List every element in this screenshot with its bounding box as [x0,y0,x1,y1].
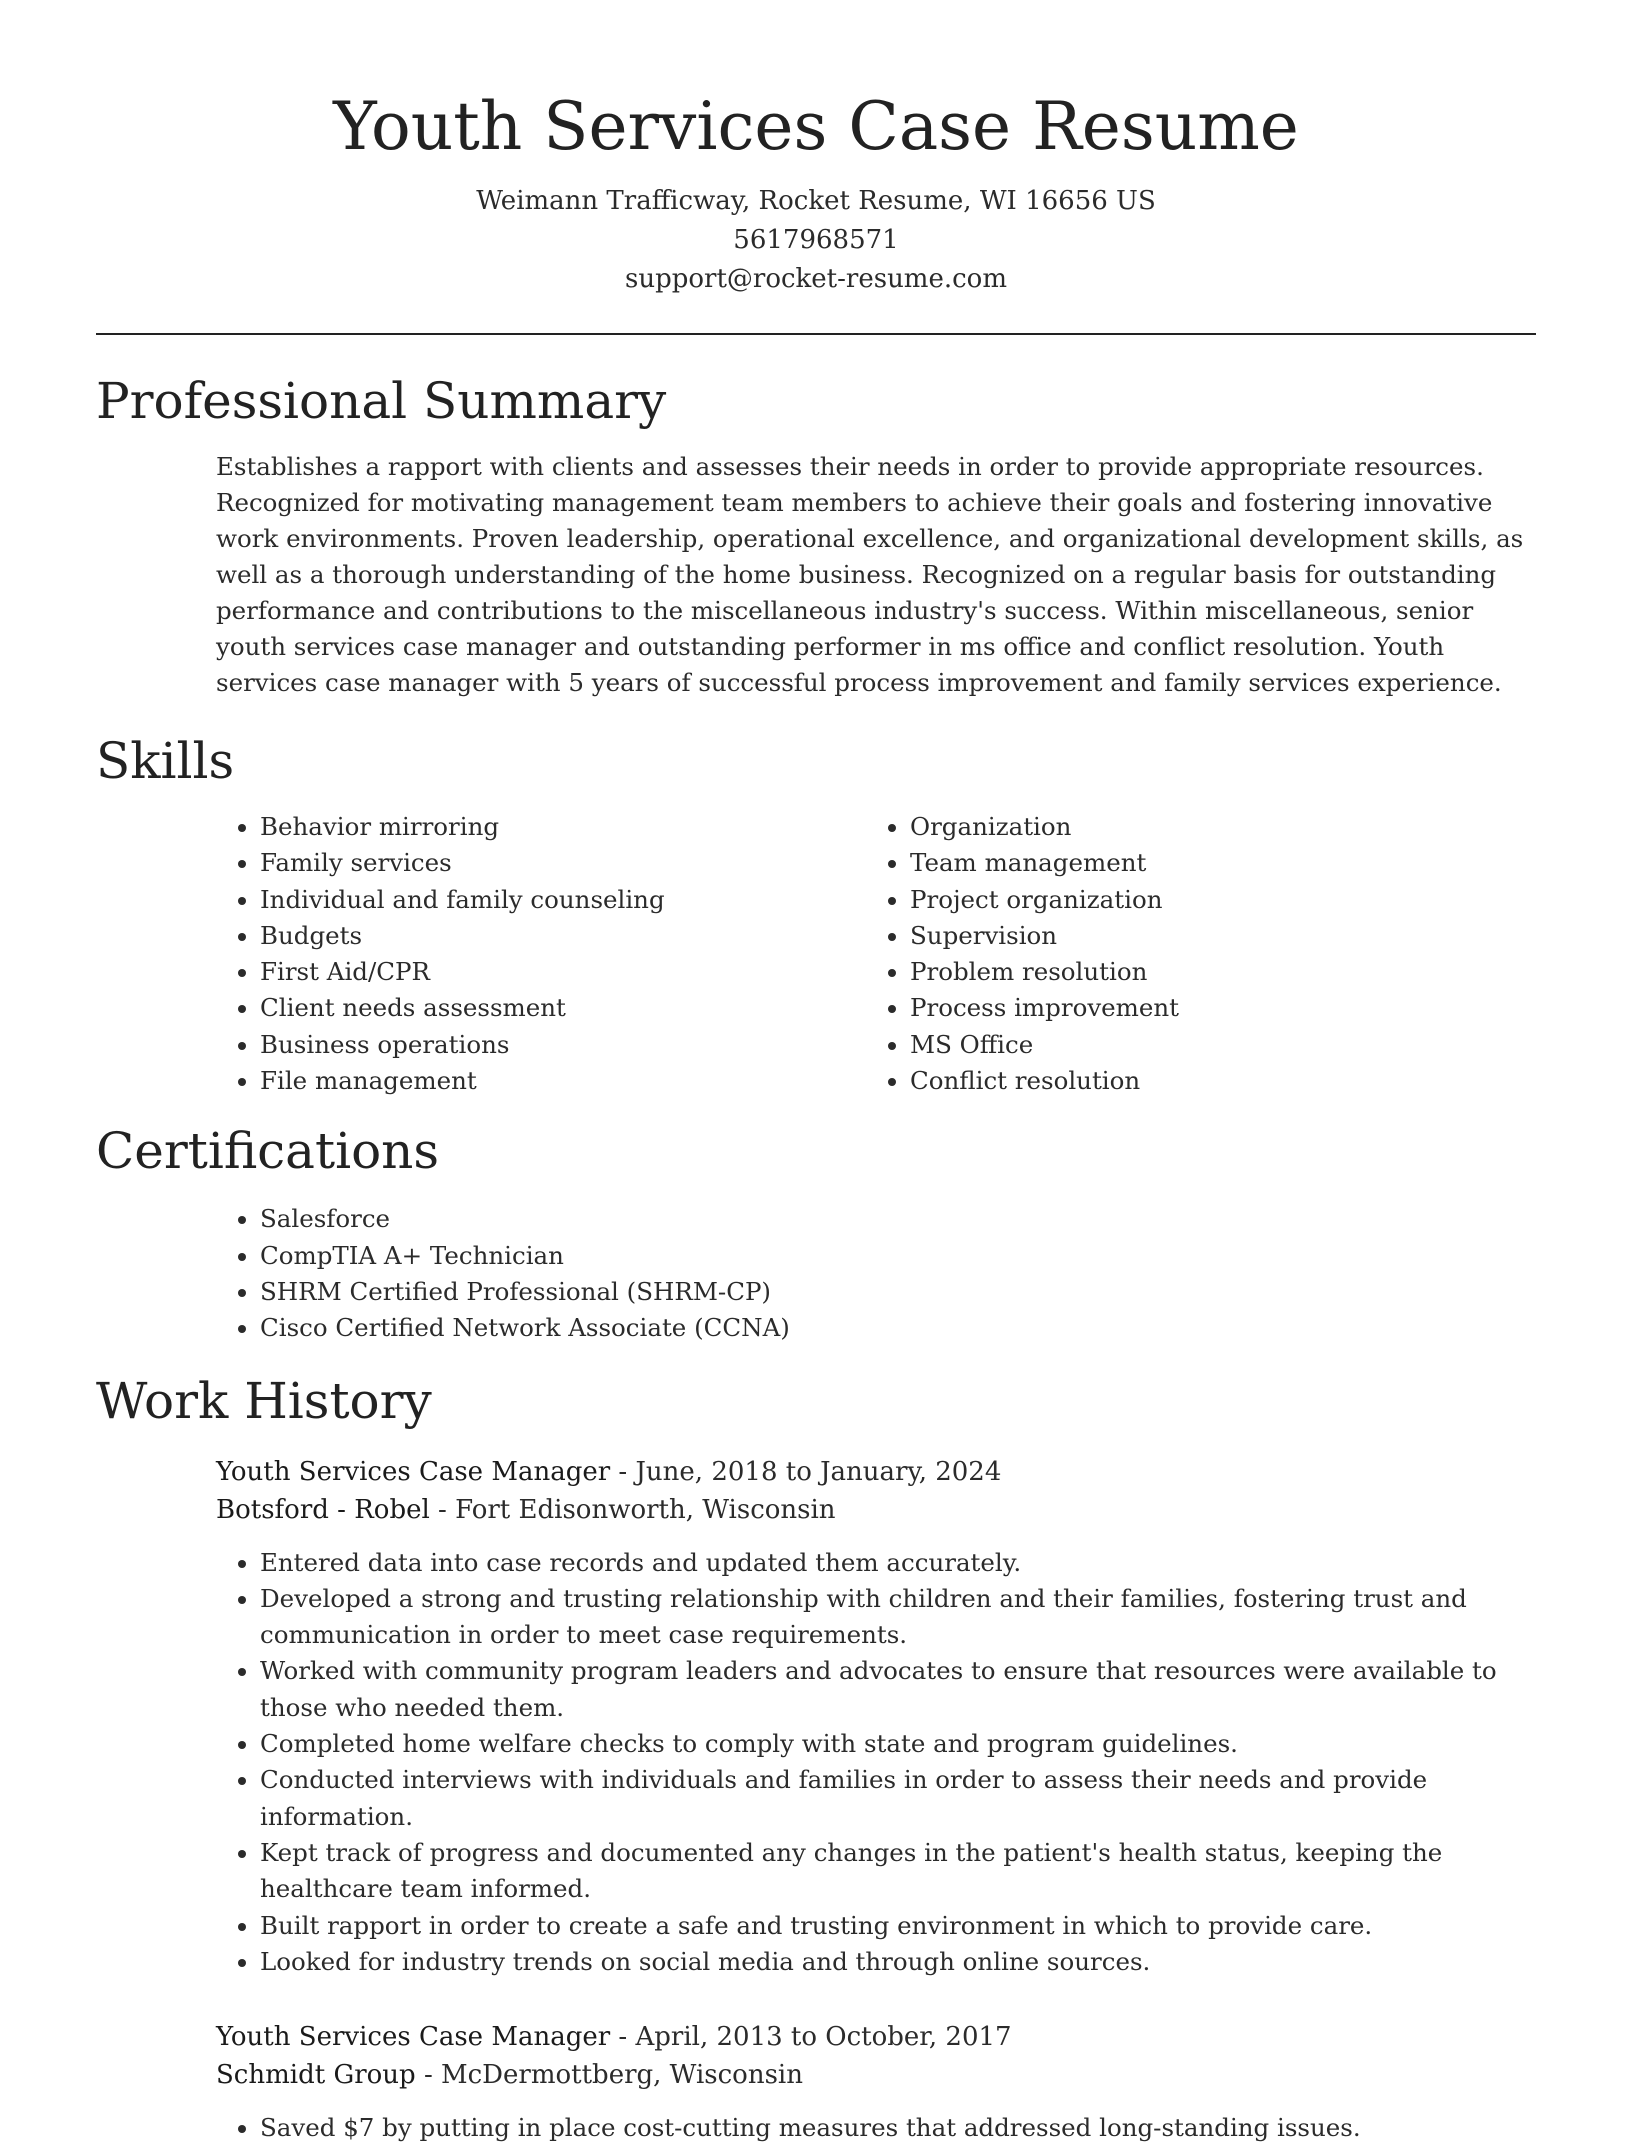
contact-address: Weimann Trafficway, Rocket Resume, WI 16656 US [476,186,1156,216]
job-entry [216,1453,1536,1981]
skill-item: • Process improvement [910,990,1516,1026]
contact-phone: 5617968571 [733,225,899,255]
section-title-summary: Professional Summary [96,372,667,430]
section-title-skills: Skills [96,732,235,790]
job-bullet: • Built rapport in order to create a safe and trusting environment in which to provide care. [260,1908,1536,1944]
job-company: Schmidt Group [216,2060,416,2091]
section-title-work: Work History [96,1371,432,1430]
job-dates: - June, 2018 to January, 2024 [610,1456,1002,1487]
job-bullets-wrap [216,1545,1536,1981]
skill-item: • Supervision [910,918,1516,954]
certification-item: • Salesforce [260,1201,1536,1237]
skills-list-right [866,809,1516,1099]
skills-section [96,729,1536,1099]
summary-paragraph: Establishes a rapport with clients and assesses their needs in order to provide appropriate resources. Recognized for motivating management team members to achieve their goals and fostering innovative work environments. Proven leadership, operational excellence, and organizational development skills, as well as a thorough understanding of the home business. Recognized on a regular basis for outstanding performance and contributions to the miscellaneous industry's success. Within miscellaneous, senior youth services case manager and outstanding performer in ms office and conflict resolution. Youth services case manager with 5 years of successful process improvement and family services experience. [216,452,1524,697]
skill-item: • Client needs assessment [260,990,866,1026]
skill-item: • Family services [260,845,866,881]
skill-item: • Project organization [910,882,1516,918]
certification-item: • Cisco Certified Network Associate (CCNA) [260,1310,1536,1346]
skills-list-left [216,809,866,1099]
section-title-certifications: Certifications [96,1122,440,1181]
job-bullets [216,1545,1536,1981]
job-role-line [216,1453,1536,1491]
header-divider [96,333,1536,335]
skill-item: • Budgets [260,918,866,954]
skill-item: • Individual and family counseling [260,882,866,918]
job-bullet: • Saved $7 by putting in place cost-cutting measures that addressed long-standing issues. [260,2110,1536,2146]
certifications-list-wrap [216,1201,1536,1346]
certifications-section [96,1119,1536,1346]
skill-item: • Problem resolution [910,954,1516,990]
job-bullets [216,2110,1536,2146]
skill-item: • First Aid/CPR [260,954,866,990]
skill-item: • Behavior mirroring [260,809,866,845]
skill-item: • Organization [910,809,1516,845]
job-role: Youth Services Case Manager [216,2022,611,2053]
job-bullets-wrap [216,2110,1536,2146]
job-bullet: • Entered data into case records and updated them accurately. [260,1545,1536,1581]
resume-header [96,0,1536,299]
job-company-line [216,2056,1536,2094]
job-company-line [216,1491,1536,1529]
skill-item: • Team management [910,845,1516,881]
job-bullet: • Kept track of progress and documented any changes in the patient's health status, keeping the healthcare team informed. [260,1835,1536,1908]
job-bullet: • Worked with community program leaders and advocates to ensure that resources were available to those who needed them. [260,1653,1536,1726]
skills-grid [216,809,1536,1099]
job-bullet: • Looked for industry trends on social media and through online sources. [260,1944,1536,1980]
skill-item: • Business operations [260,1027,866,1063]
skill-item: • Conflict resolution [910,1063,1516,1099]
job-bullet: • Conducted interviews with individuals and families in order to assess their needs and provide information. [260,1762,1536,1835]
contact-email: support@rocket-resume.com [624,264,1007,294]
resume-page [96,0,1536,2146]
job-location: - Fort Edisonworth, Wisconsin [429,1494,836,1525]
certification-item: • CompTIA A+ Technician [260,1238,1536,1274]
skills-column-right [866,809,1516,1099]
certification-item: • SHRM Certified Professional (SHRM-CP) [260,1274,1536,1310]
job-entry [216,2018,1536,2146]
job-bullet: • Completed home welfare checks to comply with state and program guidelines. [260,1726,1536,1762]
skill-item: • MS Office [910,1027,1516,1063]
contact-block [96,182,1536,299]
job-role: Youth Services Case Manager [216,1456,611,1487]
professional-summary-section [96,369,1536,701]
resume-title: Youth Services Case Resume [333,88,1299,165]
job-location: - McDermottberg, Wisconsin [415,2060,803,2091]
job-dates: - April, 2013 to October, 2017 [610,2022,1012,2053]
work-history-section [96,1369,1536,2146]
skill-item: • File management [260,1063,866,1099]
certifications-list [216,1201,1536,1346]
job-role-line [216,2018,1536,2056]
skills-column-left [216,809,866,1099]
job-company: Botsford - Robel [216,1494,430,1525]
job-bullet: • Developed a strong and trusting relationship with children and their families, fostering trust and communication in order to meet case requirements. [260,1581,1536,1654]
